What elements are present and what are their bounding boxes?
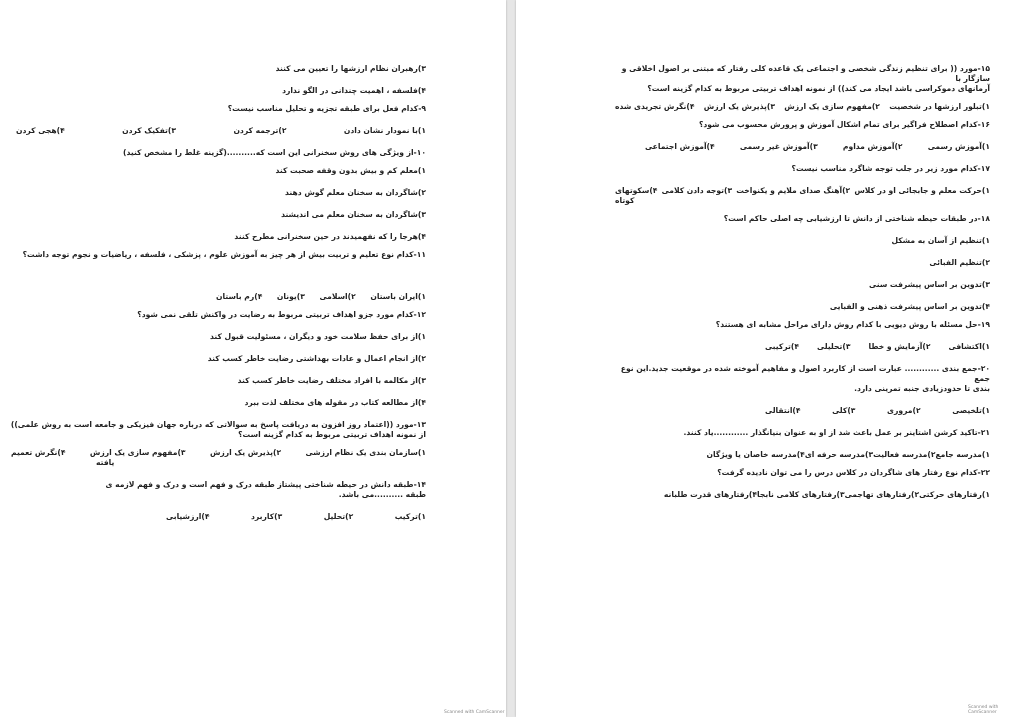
- q8-option-4: ۴)فلسفه ، اهمیت چندانی در الگو ندارد: [282, 86, 426, 95]
- q19-option-3: ۳)تحلیلی: [817, 342, 851, 351]
- q12-option-1: ۱)از برای حفظ سلامت خود و دیگران ، مسئولیت قبول کند: [209, 332, 426, 341]
- q14-option-4: ۴)ارزشیابی: [166, 512, 210, 521]
- q22-options: [663, 490, 990, 500]
- q17-option-4-tail: کوتاه: [615, 196, 635, 205]
- question-13: ۱۳-مورد ((اعتماد روز افزون به دریافت پاسخ به سوالاتی که درباره جهان فیزیکی و جامعه است به روش علمی)): [10, 420, 426, 429]
- right-page-content: [615, 64, 990, 500]
- q12-option-3: ۳)از مکالمه با افراد مختلف رضایت خاطر کسب کند: [237, 376, 426, 385]
- q12-option-2: ۲)از انجام اعمال و عادات بهداشتی رضایت خاطر کسب کند: [207, 354, 426, 363]
- q11-options: [216, 292, 426, 302]
- q16-option-4: ۴)آموزش اجتماعی: [645, 142, 715, 151]
- q14-option-1: ۱)ترکیب: [394, 512, 426, 521]
- q13-option-2: ۲)پذیرش یک ارزش: [209, 448, 282, 457]
- question-20-cont: بندی تا حدودزیادی جنبه تمرینی دارد.: [854, 384, 990, 393]
- q11-option-1: ۱)ایران باستان: [370, 292, 426, 301]
- q17-option-3: ۳)توجه دادن کلامی: [661, 186, 733, 195]
- q13-option-4: ۴)نگرش تعمیم: [11, 448, 66, 457]
- q17-option-2: ۲)آهنگ صدای ملایم و یکنواخت: [736, 186, 851, 195]
- q16-options: [645, 142, 990, 152]
- q15-option-3: ۳)پذیرش یک ارزش: [703, 102, 775, 111]
- q16-option-2: ۲)آموزش مداوم: [842, 142, 903, 151]
- q15-option-1: ۱)تبلور ارزشها در شخصیت: [889, 102, 990, 111]
- q11-option-3: ۳)یونان: [276, 292, 305, 301]
- q22-option-4: ۴)رفتارهای قدرت طلبانه: [663, 490, 758, 499]
- q19-option-4: ۴)ترکیبی: [765, 342, 799, 351]
- question-13-cont: از نمونه اهداف تربیتی مربوط به کدام گزینه است؟: [238, 430, 426, 439]
- q17-options: [615, 186, 990, 196]
- question-22: ۲۲-کدام نوع رفتار های شاگردان در کلاس درس را می توان نادیده گرفت؟: [717, 468, 990, 477]
- question-20: ۲۰-جمع بندی ............ عبارت است از کاربرد اصول و مفاهیم آموخته شده در موقعیت جدید.این نوع جمع: [620, 364, 990, 383]
- q13-option-4-tail: یافته: [96, 458, 115, 467]
- question-14: ۱۴-طبقه دانش در حیطه شناختی پیشتاز طبقه درک و فهم است و درک و فهم لازمه ی طبقه ..........می باشد.: [105, 480, 426, 499]
- q18-option-1: ۱)تنظیم از آسان به مشکل: [891, 236, 990, 245]
- q17-option-1: ۱)حرکت معلم و جابجائی او در کلاس: [854, 186, 990, 195]
- q21-option-2: ۲)مدرسه فعالیت: [873, 450, 936, 459]
- q10-option-3: ۳)شاگردان به سخنان معلم می اندیشند: [281, 210, 426, 219]
- q15-option-2: ۲)مفهوم سازی یک ارزش: [784, 102, 880, 111]
- q19-options: [765, 342, 990, 352]
- q13-option-3: ۳)مفهوم سازی یک ارزش: [89, 448, 186, 457]
- q20-options: [765, 406, 990, 416]
- q22-option-2: ۲)رفتارهای تهاجمی: [844, 490, 920, 499]
- question-12: ۱۲-کدام مورد جزو اهداف تربیتی مربوط به رضایت در واکنش تلقی نمی شود؟: [137, 310, 426, 319]
- left-page-content: [10, 64, 426, 522]
- right-scanner-watermark: Scanned with CamScanner: [968, 705, 999, 715]
- q14-option-3: ۳)کاربرد: [251, 512, 283, 521]
- q13-option-1: ۱)سازمان بندی یک نظام ارزشی: [305, 448, 426, 457]
- q20-option-1: ۱)تلخیصی: [952, 406, 990, 415]
- q21-option-1: ۱)مدرسه جامع: [935, 450, 990, 459]
- q17-option-4: ۴)سکوتهای: [615, 186, 658, 195]
- question-18: ۱۸-در طبقات حیطه شناختی از دانش تا ارزشیابی چه اصلی حاکم است؟: [723, 214, 990, 223]
- question-16: ۱۶-کدام اصطلاح فراگیر برای تمام اشکال آموزش و پرورش محسوب می شود؟: [698, 120, 990, 129]
- q9-option-1: ۱)با نمودار نشان دادن: [343, 126, 426, 135]
- q15-option-4: ۴)نگرش تجریدی شده: [615, 102, 695, 111]
- question-9: ۹-کدام فعل برای طبقه تجزیه و تحلیل مناسب نیست؟: [227, 104, 426, 113]
- q9-option-3: ۳)تفکیک کردن: [122, 126, 177, 135]
- question-21: ۲۱-تاکید کرشن اشتاینر بر عمل باعث شد از او به عنوان بنیانگذار ............یاد کنند.: [683, 428, 990, 437]
- q9-option-2: ۲)ترجمه کردن: [233, 126, 287, 135]
- q19-option-1: ۱)اکتشافی: [948, 342, 990, 351]
- q22-option-3: ۳)رفتارهای کلامی نابجا: [757, 490, 845, 499]
- q19-option-2: ۲)آزمایش و خطا: [868, 342, 931, 351]
- q16-option-3: ۳)آموزش غیر رسمی: [739, 142, 818, 151]
- q21-options: [706, 450, 990, 460]
- question-10: ۱۰-از ویژگی های روش سخنرانی این است که..........(گزینه غلط را مشخص کنید): [123, 148, 426, 157]
- right-page: [516, 0, 1024, 717]
- question-17: ۱۷-کدام مورد زیر در جلب توجه شاگرد مناسب نیست؟: [791, 164, 990, 173]
- q15-options: [615, 102, 990, 112]
- q10-option-4: ۴)هرجا را که نفهمیدند در حین سخنرانی مطرح کنند: [234, 232, 426, 241]
- question-15-cont: آرمانهای دموکراسی باشد ایجاد می کند)) از نمونه اهداف تربیتی مربوط به کدام گزینه است؟: [647, 84, 990, 93]
- q9-options: [16, 126, 426, 136]
- q10-option-2: ۲)شاگردان به سخنان معلم گوش دهند: [285, 188, 426, 197]
- q21-option-4: ۴)مدرسه خاصان یا ویژگان: [706, 450, 805, 459]
- q18-option-3: ۳)تدوین بر اساس پیشرفت سنی: [869, 280, 990, 289]
- q16-option-1: ۱)آموزش رسمی: [927, 142, 990, 151]
- q11-option-4: ۴)رم باستان: [216, 292, 263, 301]
- q21-option-3: ۳)مدرسه حرفه ای: [804, 450, 874, 459]
- q10-option-1: ۱)معلم کم و بیش بدون وقفه صحبت کند: [275, 166, 426, 175]
- q22-option-1: ۱)رفتارهای حرکتی: [919, 490, 990, 499]
- q9-option-4: ۴)هجی کردن: [16, 126, 65, 135]
- question-11: ۱۱-کدام نوع تعلیم و تربیت بیش از هر چیز به آموزش علوم ، پزشکی ، فلسفه ، ریاضیات و نجوم توجه داشت؟: [22, 250, 426, 259]
- q18-option-2: ۲)تنظیم الفبائی: [929, 258, 990, 267]
- q8-option-3: ۳)رهبران نظام ارزشها را تعیین می کنند: [275, 64, 426, 73]
- q14-option-2: ۲)تحلیل: [323, 512, 354, 521]
- q18-option-4: ۴)تدوین بر اساس پیشرفت ذهنی و الفبایی: [829, 302, 990, 311]
- q20-option-2: ۲)مروری: [887, 406, 921, 415]
- left-page: [0, 0, 506, 717]
- left-scanner-watermark: Scanned with CamScanner: [444, 710, 505, 715]
- question-15: ۱۵-مورد (( برای تنظیم زندگی شخصی و اجتماعی یک قاعده کلی رفتار که مبتنی بر اصول اخلاقی و سازگار با: [621, 64, 990, 83]
- q12-option-4: ۴)از مطالعه کتاب در مقوله های مختلف لذت ببرد: [244, 398, 426, 407]
- q14-options: [166, 512, 426, 522]
- question-19: ۱۹-حل مسئله با روش دیویی با کدام روش دارای مراحل مشابه ای هستند؟: [715, 320, 990, 329]
- q11-option-2: ۲)اسلامی: [319, 292, 356, 301]
- q20-option-3: ۳)کلی: [832, 406, 856, 415]
- q13-options: [11, 448, 426, 458]
- q20-option-4: ۴)انتقالی: [765, 406, 801, 415]
